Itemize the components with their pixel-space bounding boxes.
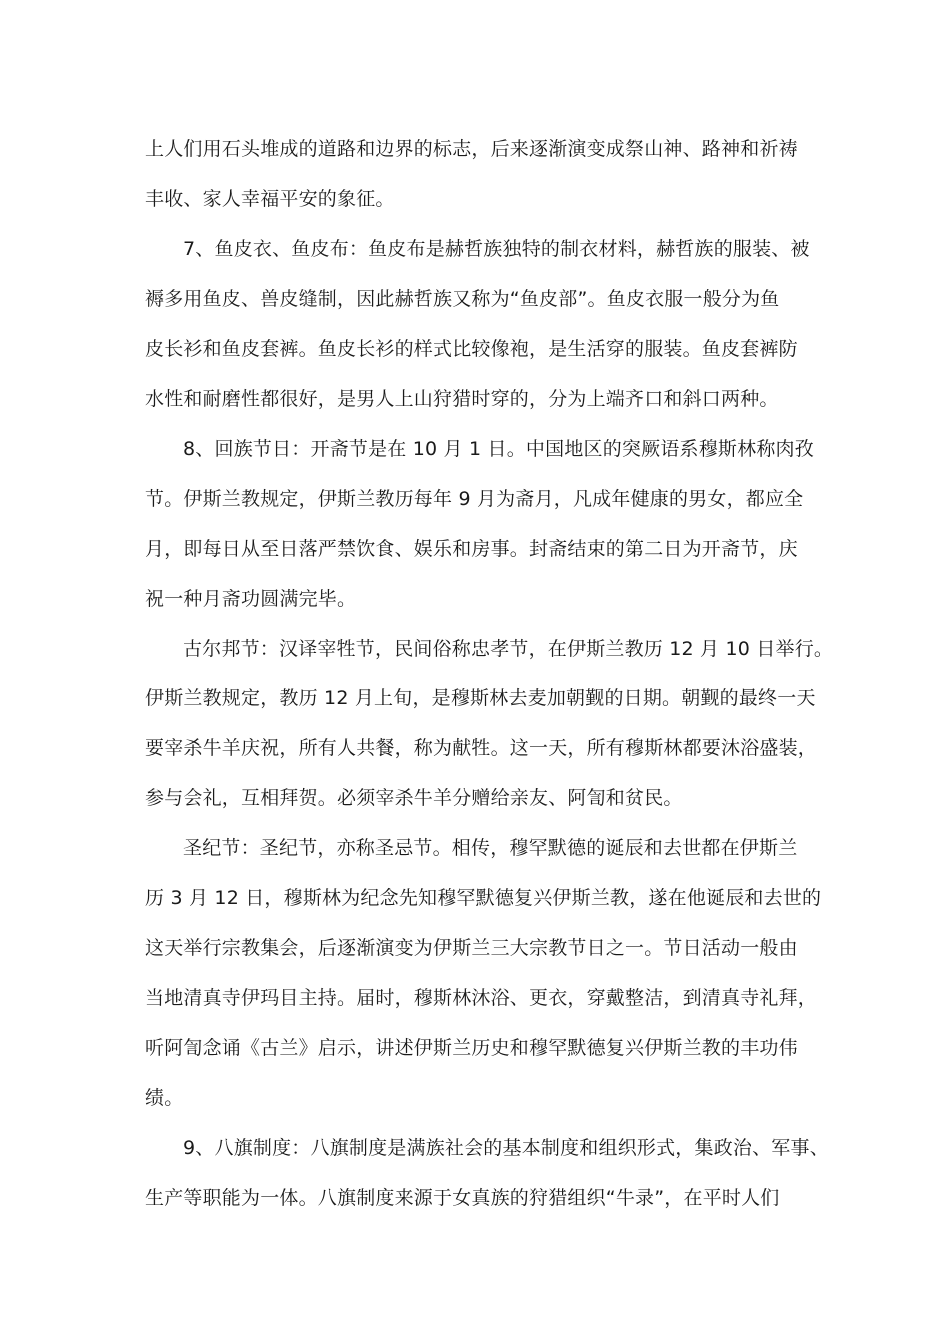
paragraph-line: 月，即每日从至日落严禁饮食、娱乐和房事。封斋结束的第二日为开斋节，庆	[145, 538, 798, 560]
paragraph-line: 圣纪节：圣纪节，亦称圣忌节。相传，穆罕默德的诞辰和去世都在伊斯兰	[183, 837, 798, 859]
paragraph-line: 这天举行宗教集会，后逐渐演变为伊斯兰三大宗教节日之一。节日活动一般由	[145, 937, 798, 959]
paragraph-line: 7、鱼皮衣、鱼皮布：鱼皮布是赫哲族独特的制衣材料，赫哲族的服装、被	[183, 238, 810, 260]
paragraph-line: 褥多用鱼皮、兽皮缝制，因此赫哲族又称为“鱼皮部”。鱼皮衣服一般分为鱼	[145, 288, 780, 310]
paragraph-line: 当地清真寺伊玛目主持。届时，穆斯林沐浴、更衣，穿戴整洁，到清真寺礼拜，	[145, 987, 818, 1009]
paragraph-line: 皮长衫和鱼皮套裤。鱼皮长衫的样式比较像袍，是生活穿的服装。鱼皮套裤防	[145, 338, 798, 360]
paragraph-line: 生产等职能为一体。八旗制度来源于女真族的狩猎组织“牛录”，在平时人们	[145, 1187, 780, 1209]
paragraph-line: 节。伊斯兰教规定，伊斯兰教历每年 9 月为斋月，凡成年健康的男女，都应全	[145, 488, 804, 510]
paragraph-line: 丰收、家人幸福平安的象征。	[145, 188, 395, 210]
paragraph-line: 伊斯兰教规定，教历 12 月上旬，是穆斯林去麦加朝觐的日期。朝觐的最终一天	[145, 687, 816, 709]
paragraph-line: 听阿訇念诵《古兰》启示，讲述伊斯兰历史和穆罕默德复兴伊斯兰教的丰功伟	[145, 1037, 798, 1059]
paragraph-line: 参与会礼，互相拜贺。必须宰杀牛羊分赠给亲友、阿訇和贫民。	[145, 787, 683, 809]
paragraph-line: 绩。	[145, 1087, 184, 1109]
paragraph-line: 8、回族节日：开斋节是在 10 月 1 日。中国地区的突厥语系穆斯林称肉孜	[183, 438, 814, 460]
paragraph-line: 上人们用石头堆成的道路和边界的标志，后来逐渐演变成祭山神、路神和祈祷	[145, 138, 798, 160]
paragraph-line: 古尔邦节：汉译宰牲节，民间俗称忠孝节，在伊斯兰教历 12 月 10 日举行。	[183, 638, 834, 660]
paragraph-line: 9、八旗制度：八旗制度是满族社会的基本制度和组织形式，集政治、军事、	[183, 1137, 829, 1159]
paragraph-line: 祝一种月斋功圆满完毕。	[145, 588, 357, 610]
paragraph-line: 要宰杀牛羊庆祝，所有人共餐，称为献牲。这一天，所有穆斯林都要沐浴盛装，	[145, 737, 818, 759]
paragraph-line: 水性和耐磨性都很好，是男人上山狩猎时穿的，分为上端齐口和斜口两种。	[145, 388, 779, 410]
paragraph-line: 历 3 月 12 日，穆斯林为纪念先知穆罕默德复兴伊斯兰教，遂在他诞辰和去世的	[145, 887, 822, 909]
